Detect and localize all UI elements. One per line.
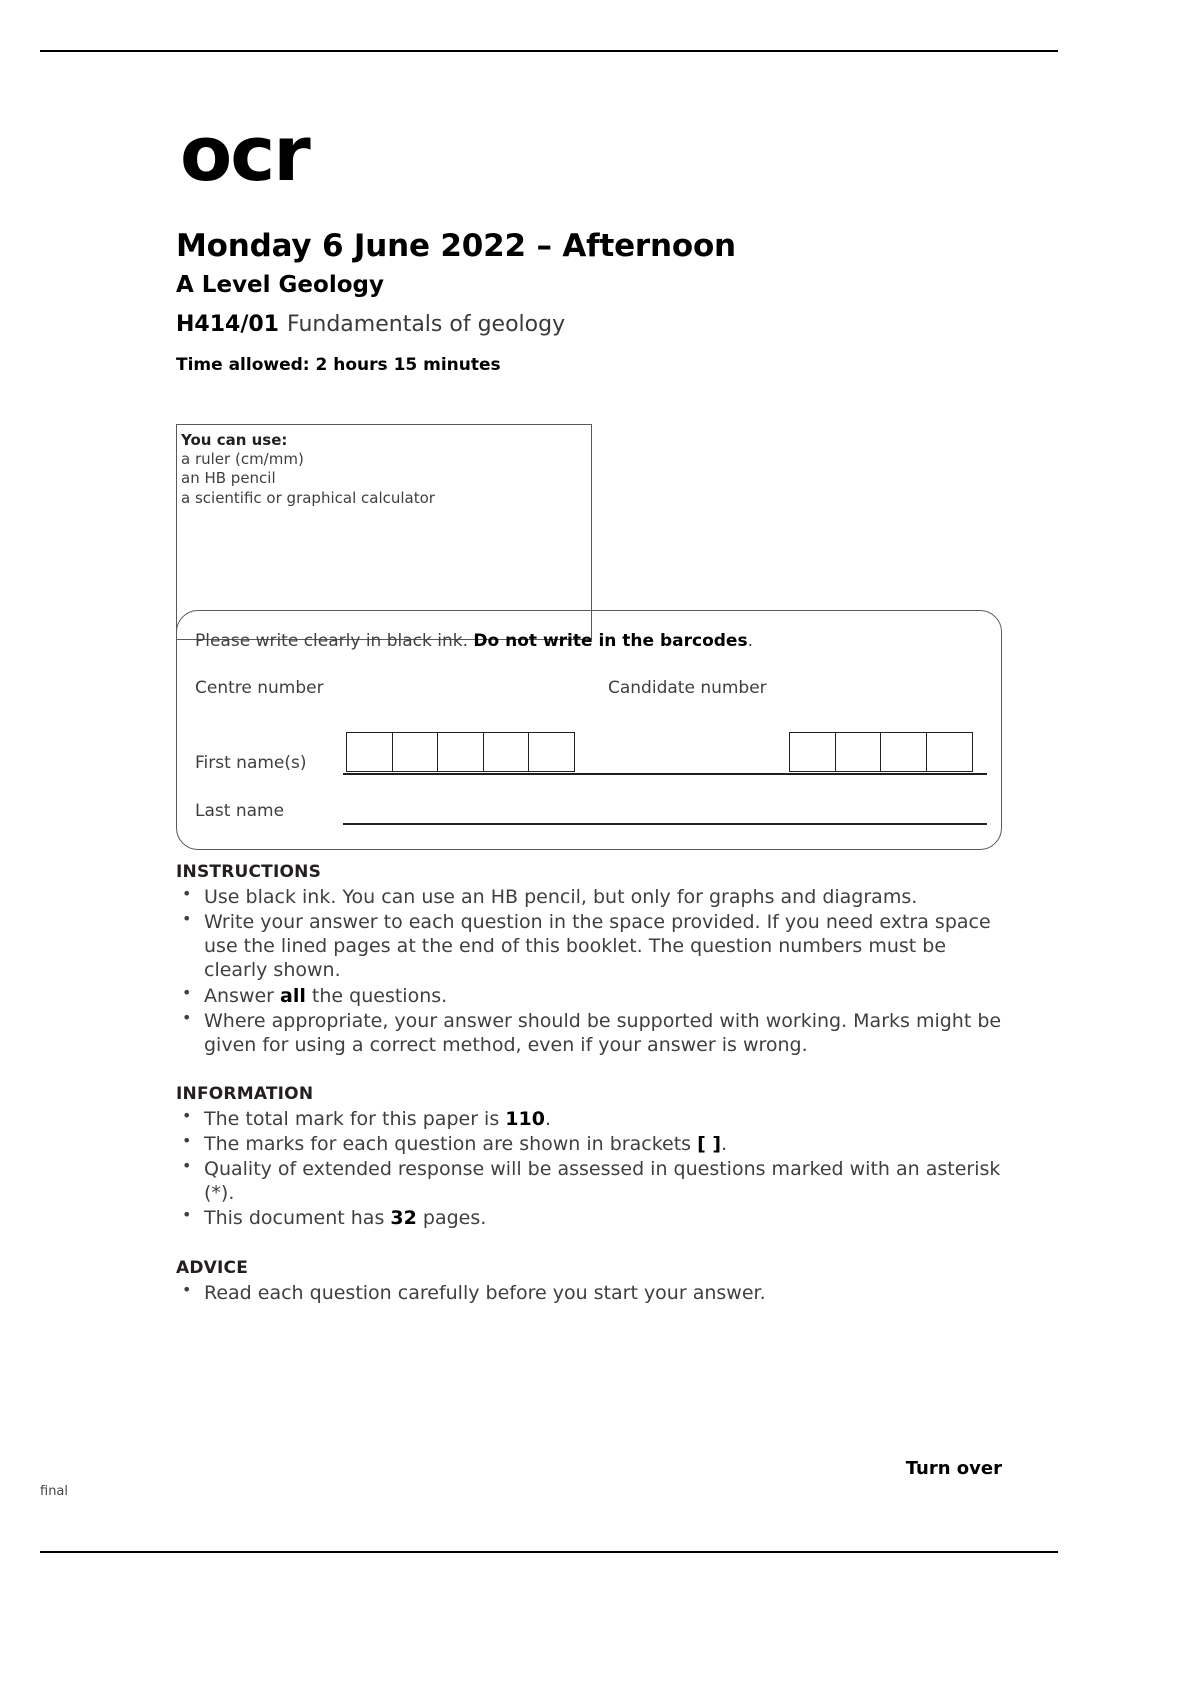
barcode-note-part2: .	[747, 631, 753, 651]
information-heading: INFORMATION	[176, 1083, 314, 1104]
candidate-number-input[interactable]	[789, 732, 973, 772]
paper-title: Fundamentals of geology	[287, 312, 566, 337]
advice-list	[176, 1281, 1006, 1305]
time-allowed: Time allowed: 2 hours 15 minutes	[176, 355, 501, 375]
header-block	[176, 109, 1016, 397]
information-item: • This document has 32 pages.	[176, 1206, 1006, 1230]
instructions-bold-all: all	[280, 984, 306, 1007]
last-name-input[interactable]	[343, 823, 987, 825]
information-item: • The marks for each question are shown in brackets [ ].	[176, 1132, 1006, 1156]
candidate-details-box	[176, 610, 1002, 850]
section-spacer	[176, 1232, 1006, 1258]
instructions-item: • Answer all the questions.	[176, 984, 1006, 1008]
ocr-logo: ocr	[180, 109, 309, 198]
advice-heading: ADVICE	[176, 1257, 249, 1278]
information-list	[176, 1107, 1006, 1231]
barcode-note-part1: Please write clearly in black ink.	[195, 631, 474, 651]
page-count-value: 32	[390, 1207, 417, 1230]
centre-number-cell[interactable]	[346, 732, 393, 772]
information-item: • The total mark for this paper is 110.	[176, 1107, 1006, 1131]
top-trim-rule	[40, 50, 1058, 52]
advice-item: • Read each question carefully before you start your answer.	[176, 1281, 1006, 1305]
centre-number-cell[interactable]	[528, 732, 575, 772]
first-name-input[interactable]	[343, 773, 987, 775]
paper-code: H414/01	[176, 312, 279, 337]
candidate-number-cell[interactable]	[880, 732, 927, 772]
instructions-item: • Where appropriate, your answer should be supported with working. Marks might be given for using a correct method, even if your answer is wrong.	[176, 1009, 1006, 1057]
instructions-item: • Write your answer to each question in the space provided. If you need extra space use the lined pages at the end of this booklet. The question numbers must be clearly shown.	[176, 910, 1006, 982]
candidate-number-cell[interactable]	[789, 732, 836, 772]
barcode-warning-note	[195, 631, 753, 651]
centre-number-cell[interactable]	[392, 732, 439, 772]
centre-number-cell[interactable]	[437, 732, 484, 772]
you-can-use-item-calculator: a scientific or graphical calculator	[181, 488, 435, 507]
you-can-use-item-pencil: an HB pencil	[181, 469, 276, 488]
you-can-use-box	[176, 424, 592, 640]
turn-over-label: Turn over	[905, 1458, 1002, 1479]
barcode-note-bold: Do not write in the barcodes	[473, 631, 748, 651]
candidate-number-cell[interactable]	[926, 732, 973, 772]
instructions-list	[176, 885, 1006, 1057]
section-spacer	[176, 1058, 1006, 1084]
bottom-trim-rule	[40, 1551, 1058, 1553]
you-can-use-title: You can use:	[181, 431, 288, 449]
candidate-number-cell[interactable]	[835, 732, 882, 772]
centre-number-label: Centre number	[195, 678, 324, 698]
instructions-heading: INSTRUCTIONS	[176, 862, 322, 882]
first-name-label: First name(s)	[195, 753, 307, 773]
information-item: • Quality of extended response will be assessed in questions marked with an asterisk (*).	[176, 1157, 1006, 1205]
proof-mark: final	[40, 1484, 69, 1499]
centre-number-cell[interactable]	[483, 732, 530, 772]
paper-line	[176, 312, 1016, 337]
sections-block	[176, 862, 1006, 1306]
exam-date: Monday 6 June 2022 – Afternoon	[176, 228, 736, 264]
you-can-use-item-ruler: a ruler (cm/mm)	[181, 450, 304, 469]
candidate-number-label: Candidate number	[608, 678, 767, 698]
total-mark-value: 110	[505, 1107, 545, 1130]
brackets-symbol: [ ]	[697, 1133, 722, 1155]
centre-number-input[interactable]	[346, 732, 575, 772]
instructions-item: • Use black ink. You can use an HB pencil, but only for graphs and diagrams.	[176, 885, 1006, 909]
last-name-label: Last name	[195, 801, 285, 821]
qualification-title: A Level Geology	[176, 272, 384, 298]
